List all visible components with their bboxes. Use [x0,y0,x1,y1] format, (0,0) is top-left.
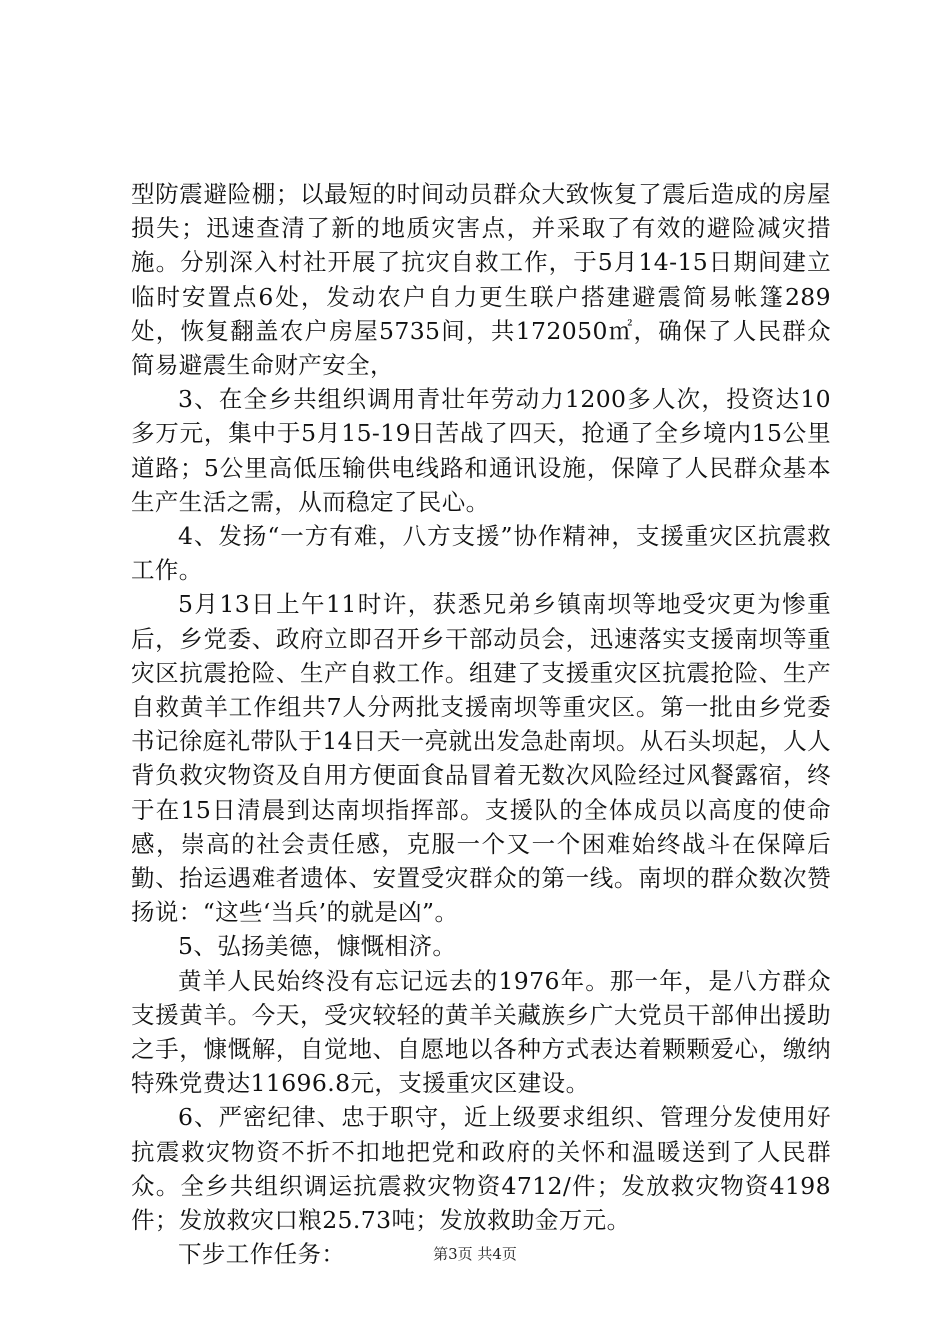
page-number-footer: 第3页 共4页 [433,1245,517,1263]
document-body [131,177,831,1272]
paragraph-item-4: 4、发扬“一方有难，八方支援”协作精神，支援重灾区抗震救工作。 [131,522,831,585]
paragraph-item-5: 5、弘扬美德，慷慨相济。 [178,932,457,961]
paragraph-donation-details: 黄羊人民始终没有忘记远去的1976年。那一年，是八方群众支援黄羊。今天，受灾较轻的黄羊关藏族乡广大党员干部伸出援助之手，慷慨解，自觉地、自愿地以各种方式表达着颗颗爱心，缴纳特殊党费达11696.8元，支援重灾区建设。 [131,966,831,1098]
paragraph-next-tasks: 下步工作任务： [178,1240,346,1269]
paragraph-support-details: 5月13日上午11时许，获悉兄弟乡镇南坝等地受灾更为惨重后，乡党委、政府立即召开乡干部动员会，迅速落实支援南坝等重灾区抗震抢险、生产自救工作。组建了支援重灾区抗震抢险、生产自救黄羊工作组共7人分两批支援南坝等重灾区。第一批由乡党委书记徐庭礼带队于14日天一亮就出发急赴南坝。从石头坝起，人人背负救灾物资及自用方便面食品冒着无数次风险经过风餐露宿，终于在15日清晨到达南坝指挥部。支援队的全体成员以高度的使命感，崇高的社会责任感，克服一个又一个困难始终战斗在保障后勤、抬运遇难者遗体、安置受灾群众的第一线。南坝的群众数次赞扬说：“这些‘当兵’的就是凶”。 [131,590,831,927]
paragraph-item-6: 6、严密纪律、忠于职守，近上级要求组织、管理分发使用好抗震救灾物资不折不扣地把党和政府的关怀和温暖送到了人民群众。全乡共组织调运抗震救灾物资4712/件；发放救灾物资4198件；发放救灾口粮25.73吨；发放救助金万元。 [131,1103,831,1235]
paragraph-continuation: 型防震避险棚；以最短的时间动员群众大致恢复了震后造成的房屋损失；迅速查清了新的地质灾害点，并采取了有效的避险减灾措施。分别深入村社开展了抗灾自救工作，于5月14-15日期间建立临时安置点6处，发动农户自力更生联户搭建避震简易帐篷289处，恢复翻盖农户房屋5735间，共172050㎡，确保了人民群众简易避震生命财产安全， [131,180,831,380]
paragraph-item-3: 3、在全乡共组织调用青壮年劳动力1200多人次，投资达10多万元，集中于5月15-19日苦战了四天，抢通了全乡境内15公里道路；5公里高低压输供电线路和通讯设施，保障了人民群众基本生产生活之需，从而稳定了民心。 [131,385,831,516]
